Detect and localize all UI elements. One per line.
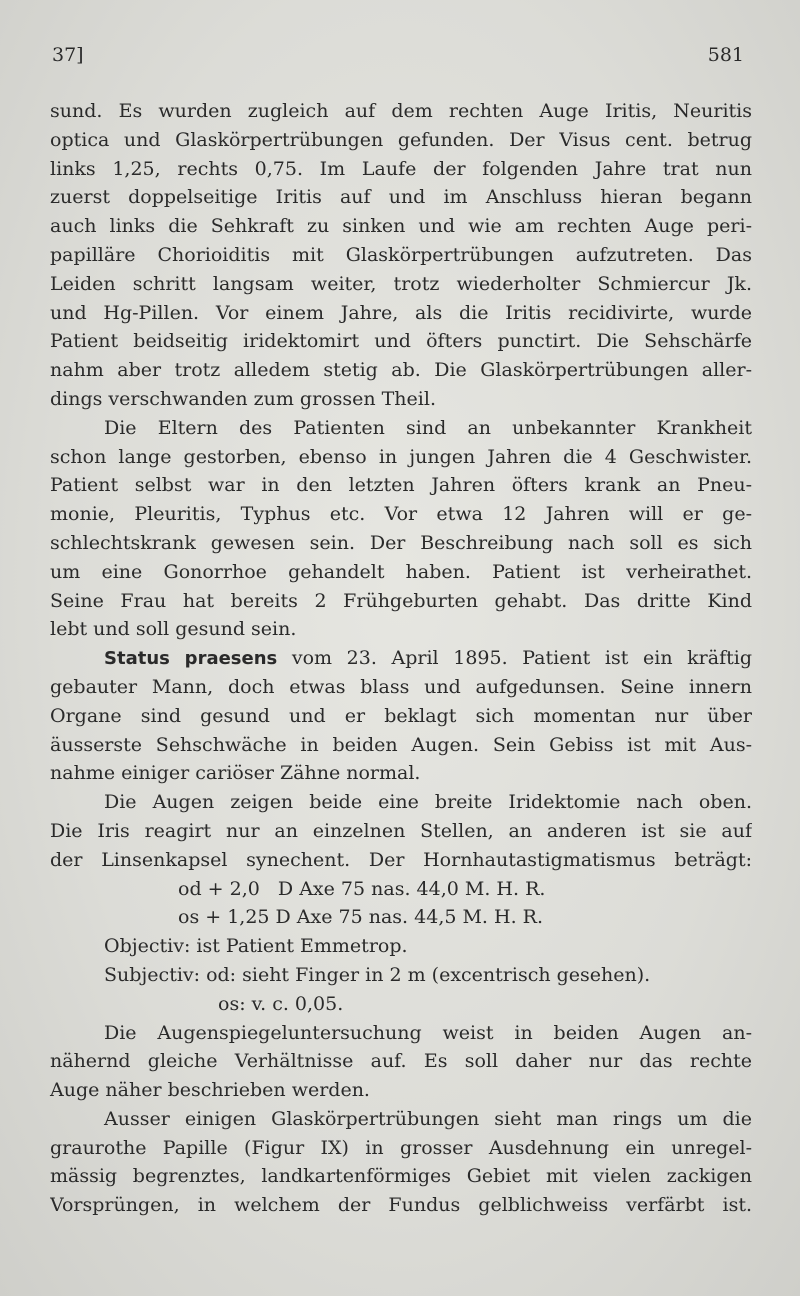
astigmatism-os: os + 1,25 D Axe 75 nas. 44,5 M. H. R.: [178, 906, 544, 929]
status-line: [50, 644, 752, 673]
text-line: nahm aber trotz alledem stetig ab. Die Glaskörpertrübungen aller-: [50, 359, 752, 382]
text-line: gebauter Mann, doch etwas blass und aufgedunsen. Seine innern: [50, 675, 752, 698]
text-line: monie, Pleuritis, Typhus etc. Vor etwa 12 Jahren will er ge-: [50, 503, 752, 526]
body-text: [50, 97, 752, 1220]
astigmatism-od: od + 2,0 D Axe 75 nas. 44,0 M. H. R.: [178, 877, 546, 900]
text-line: lebt und soll gesund sein.: [50, 618, 297, 641]
text-line: Vorsprüngen, in welchem der Fundus gelblichweiss verfärbt ist.: [50, 1194, 752, 1217]
running-header: [52, 44, 744, 74]
text-line: auch links die Sehkraft zu sinken und wie am rechten Auge peri-: [50, 215, 752, 238]
chapter-number: 37]: [52, 44, 84, 66]
text-line: graurothe Papille (Figur IX) in grosser Ausdehnung ein unregel-: [50, 1136, 752, 1159]
text-line: Die Augen zeigen beide eine breite Iridektomie nach oben.: [104, 791, 752, 814]
text-line: äusserste Sehschwäche in beiden Augen. Sein Gebiss ist mit Aus-: [50, 733, 752, 756]
text-line: vom 23. April 1895. Patient ist ein kräftig: [291, 647, 752, 670]
text-line: sund. Es wurden zugleich auf dem rechten Auge Iritis, Neuritis: [50, 100, 752, 122]
text-line: Die Augenspiegeluntersuchung weist in beiden Augen an-: [104, 1021, 752, 1044]
text-line: um eine Gonorrhoe gehandelt haben. Patient ist verheirathet.: [50, 560, 752, 583]
text-line: nahme einiger cariöser Zähne normal.: [50, 762, 421, 785]
text-line: Seine Frau hat bereits 2 Frühgeburten gehabt. Das dritte Kind: [50, 589, 752, 612]
text-line: Organe sind gesund und er beklagt sich momentan nur über: [50, 704, 752, 727]
text-line: dings verschwanden zum grossen Theil.: [50, 387, 436, 410]
text-line: zuerst doppelseitige Iritis auf und im Anschluss hieran begann: [50, 186, 752, 209]
os-line: os: v. c. 0,05.: [218, 992, 344, 1015]
text-line: Patient selbst war in den letzten Jahren öfters krank an Pneu-: [50, 474, 752, 497]
text-line: der Linsenkapsel synechent. Der Hornhautastigmatismus beträgt:: [50, 848, 752, 871]
text-line: schlechtskrank gewesen sein. Der Beschreibung nach soll es sich: [50, 531, 752, 554]
text-line: Die Iris reagirt nur an einzelnen Stellen, an anderen ist sie auf: [50, 819, 752, 842]
text-line: Leiden schritt langsam weiter, trotz wiederholter Schmiercur Jk.: [50, 272, 752, 295]
text-line: schon lange gestorben, ebenso in jungen Jahren die 4 Geschwister.: [50, 445, 752, 468]
text-line: Ausser einigen Glaskörpertrübungen sieht man rings um die: [104, 1107, 752, 1130]
text-line: und Hg-Pillen. Vor einem Jahre, als die Iritis recidivirte, wurde: [50, 301, 752, 324]
status-heading: Status praesens: [104, 648, 278, 670]
text-line: papilläre Chorioiditis mit Glaskörpertrübungen aufzutreten. Das: [50, 243, 752, 266]
page-number: 581: [707, 44, 744, 66]
objectiv-line: Objectiv: ist Patient Emmetrop.: [104, 935, 408, 958]
text-line: mässig begrenztes, landkartenförmiges Gebiet mit vielen zackigen: [50, 1165, 752, 1188]
subjectiv-line: Subjectiv: od: sieht Finger in 2 m (excentrisch gesehen).: [104, 963, 651, 986]
text-line: optica und Glaskörpertrübungen gefunden. Der Visus cent. betrug: [50, 128, 752, 151]
text-line: Die Eltern des Patienten sind an unbekannter Krankheit: [104, 416, 752, 439]
text-line: nähernd gleiche Verhältnisse auf. Es soll daher nur das rechte: [50, 1050, 752, 1073]
text-line: Auge näher beschrieben werden.: [50, 1079, 370, 1102]
text-line: Patient beidseitig iridektomirt und öfters punctirt. Die Sehschärfe: [50, 330, 752, 353]
text-line: links 1,25, rechts 0,75. Im Laufe der folgenden Jahre trat nun: [50, 157, 752, 180]
